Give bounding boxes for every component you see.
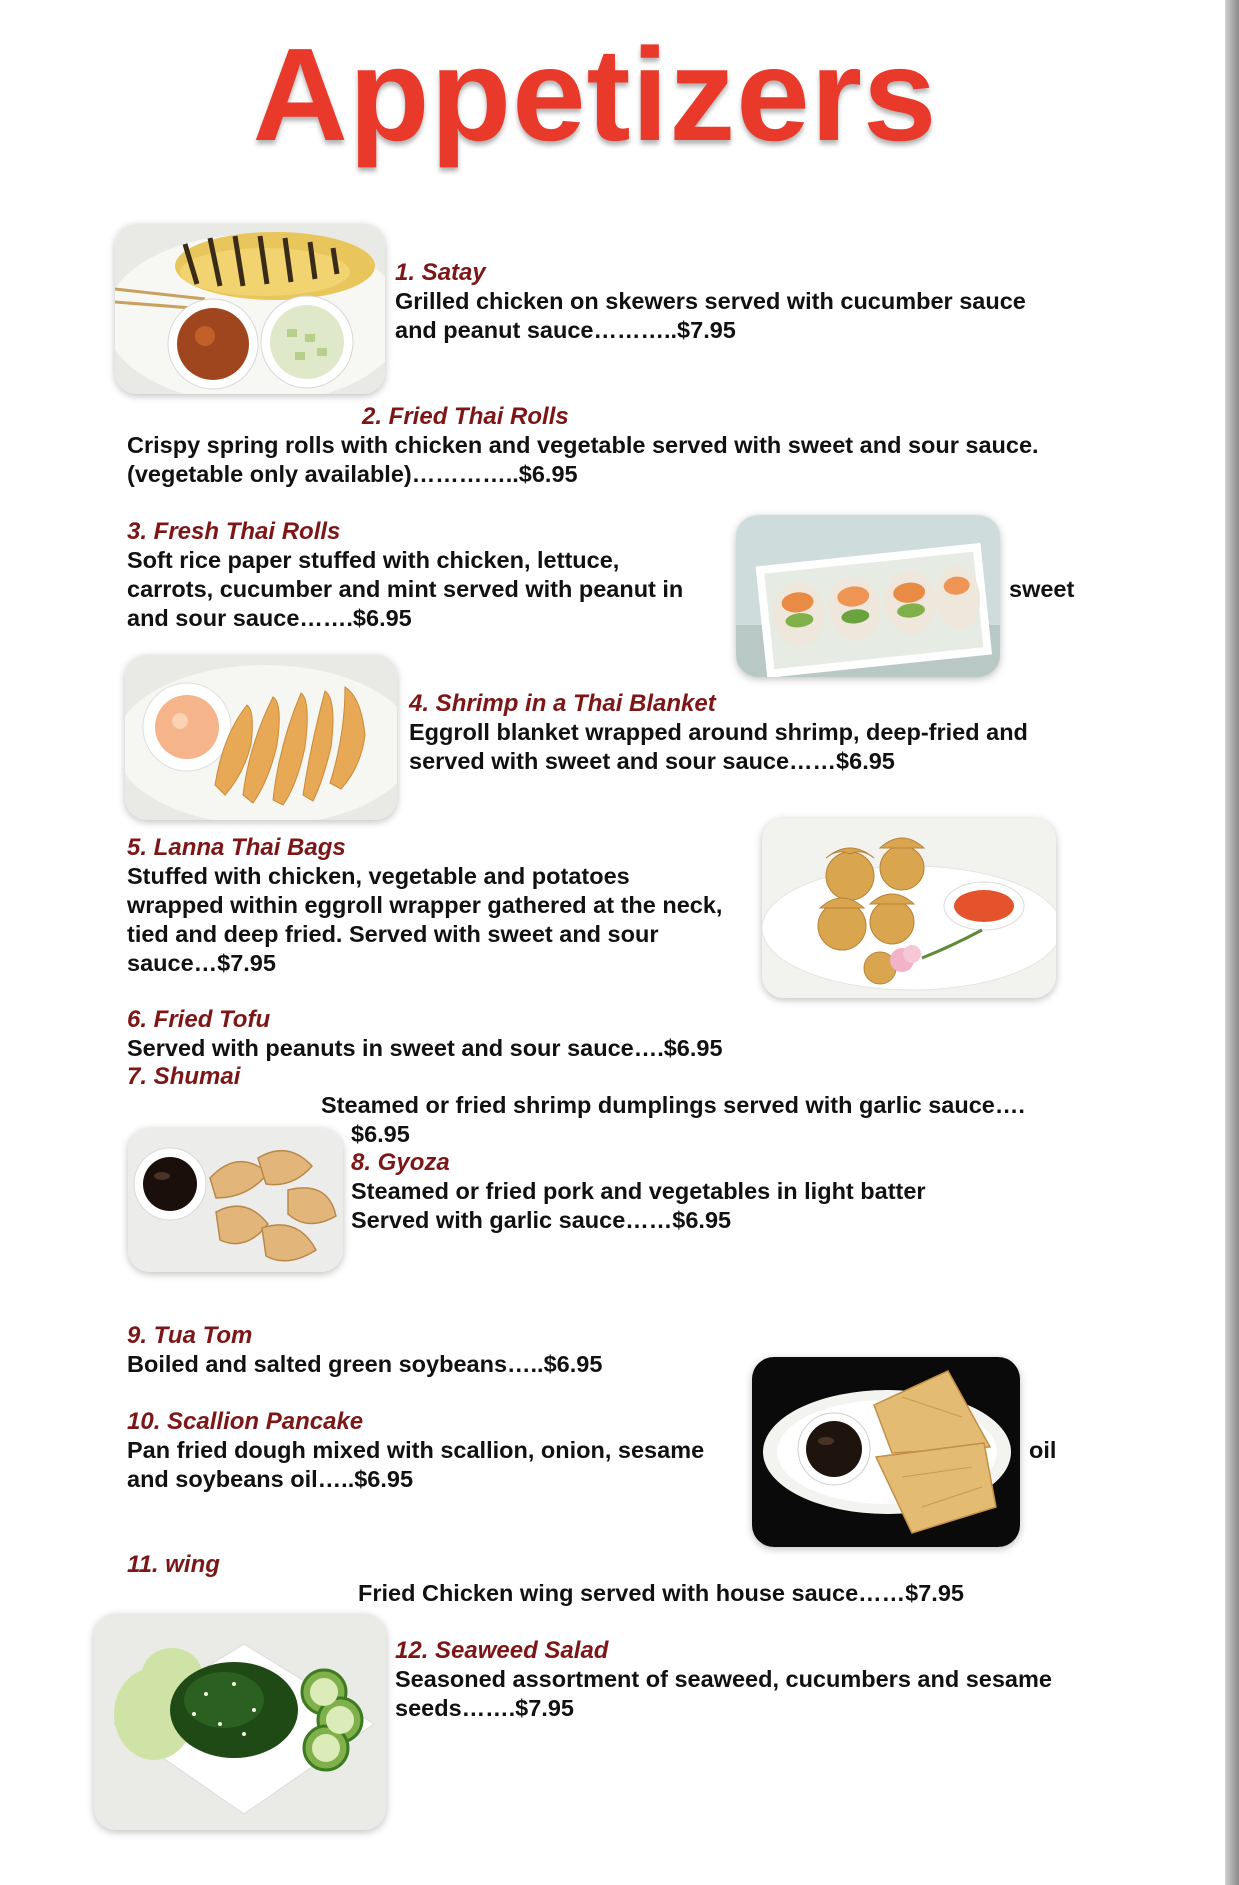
item-name: 5. Lanna Thai Bags	[127, 834, 346, 861]
item-name: 6. Fried Tofu	[127, 1006, 271, 1033]
page-right-border	[1225, 0, 1239, 1885]
seaweed-salad-photo	[94, 1614, 386, 1830]
item-name: 9. Tua Tom	[127, 1322, 253, 1349]
item-desc-line: $6.95	[351, 1121, 410, 1147]
item-name: 7. Shumai	[127, 1063, 241, 1090]
item-desc-line: Grilled chicken on skewers served with cucumber sauce	[395, 288, 1026, 314]
item-desc-line: Seasoned assortment of seaweed, cucumbers and sesame	[395, 1666, 1052, 1692]
lanna-thai-bags-photo	[762, 818, 1056, 998]
item-desc-line: Eggroll blanket wrapped around shrimp, deep-fried and	[409, 719, 1028, 745]
item-desc-line: and sour sauce…….$6.95	[127, 605, 412, 631]
item-desc-line: Pan fried dough mixed with scallion, onion, sesame	[127, 1437, 705, 1463]
gyoza-photo	[128, 1128, 343, 1272]
item-desc-line: carrots, cucumber and mint served with peanut in	[127, 576, 684, 602]
item-desc-tail: oil	[1029, 1437, 1057, 1463]
item-desc-line: Boiled and salted green soybeans…..$6.95	[127, 1351, 603, 1377]
item-name: 12. Seaweed Salad	[395, 1637, 609, 1664]
fresh-thai-rolls-photo	[736, 515, 1000, 677]
item-name: 1. Satay	[395, 259, 486, 286]
scallion-pancake-photo	[752, 1357, 1020, 1547]
item-desc-line: (vegetable only available)…………..$6.95	[127, 461, 578, 487]
item-desc-line: and soybeans oil…..$6.95	[127, 1466, 414, 1492]
item-desc-line: Soft rice paper stuffed with chicken, lettuce,	[127, 547, 620, 573]
item-desc-line: Served with garlic sauce……$6.95	[351, 1207, 732, 1233]
item-name: 2. Fried Thai Rolls	[362, 403, 569, 430]
item-name: 11. wing	[127, 1551, 220, 1578]
item-name: 8. Gyoza	[351, 1149, 450, 1176]
satay-photo	[115, 224, 385, 394]
item-name: 10. Scallion Pancake	[127, 1408, 364, 1435]
item-desc-line: Stuffed with chicken, vegetable and potatoes	[127, 863, 630, 889]
item-desc-line: and peanut sauce………..$7.95	[395, 317, 736, 343]
item-desc-line: tied and deep fried. Served with sweet and sour	[127, 921, 659, 947]
page-title: Appetizers	[252, 21, 938, 168]
item-desc-tail: sweet	[1009, 576, 1075, 602]
item-desc-line: Served with peanuts in sweet and sour sauce….$6.95	[127, 1035, 723, 1061]
shrimp-blanket-photo	[125, 655, 397, 820]
item-desc-line: served with sweet and sour sauce……$6.95	[409, 748, 895, 774]
item-desc-line: Crispy spring rolls with chicken and vegetable served with sweet and sour sauce.	[127, 432, 1039, 458]
item-desc-line: wrapped within eggroll wrapper gathered at the neck,	[127, 892, 723, 918]
item-desc-line: Steamed or fried shrimp dumplings served with garlic sauce….	[321, 1092, 1025, 1118]
item-desc-line: seeds…….$7.95	[395, 1695, 574, 1721]
item-name: 3. Fresh Thai Rolls	[127, 518, 341, 545]
item-desc-line: Fried Chicken wing served with house sauce……$7.95	[358, 1580, 964, 1606]
item-name: 4. Shrimp in a Thai Blanket	[409, 690, 716, 717]
item-desc-line: sauce…$7.95	[127, 950, 276, 976]
item-desc-line: Steamed or fried pork and vegetables in light batter	[351, 1178, 926, 1204]
